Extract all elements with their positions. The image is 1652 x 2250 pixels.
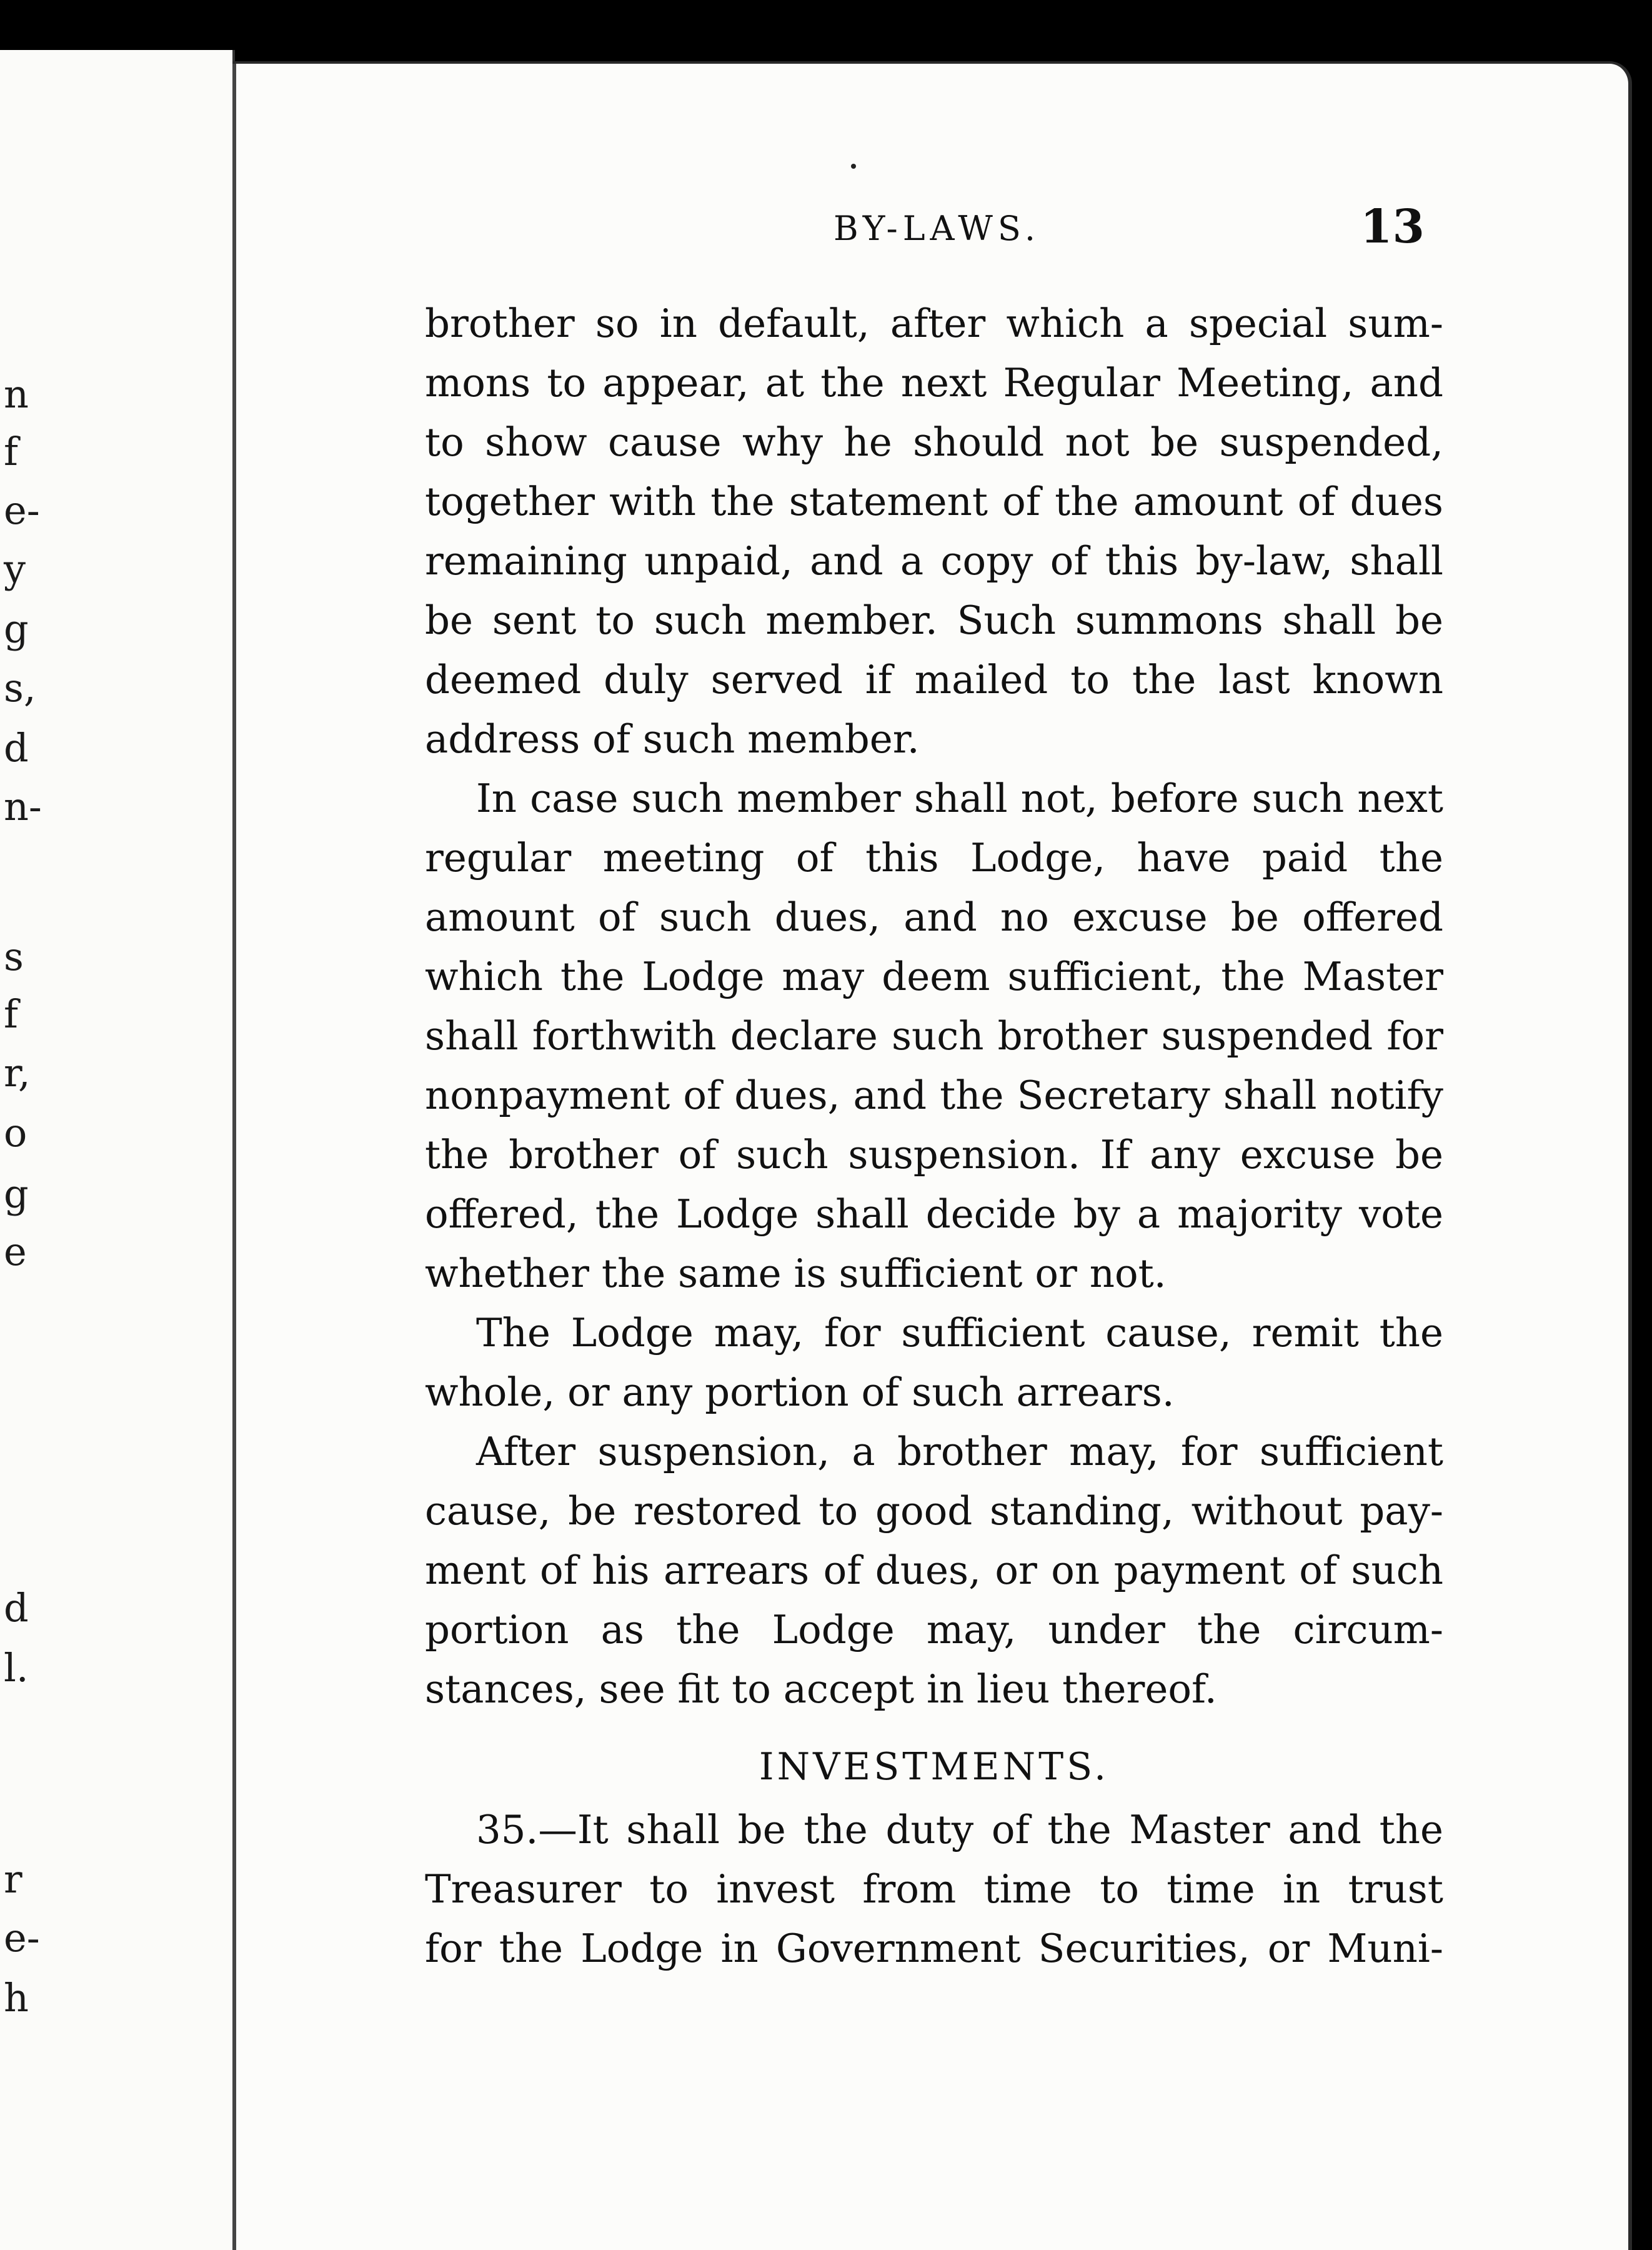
text-line: brother so in default, after which a special sum-	[425, 301, 1443, 346]
facing-page-edge	[0, 50, 235, 2250]
facing-fragment: s,	[4, 665, 36, 711]
facing-fragment: g	[4, 1171, 29, 1217]
facing-fragment: f	[4, 991, 18, 1037]
body-text	[425, 294, 1443, 1978]
text-line: whole, or any portion of such arrears.	[425, 1369, 1175, 1415]
text-line: The Lodge may, for sufficient cause, remit the	[476, 1310, 1443, 1356]
text-line: portion as the Lodge may, under the circum-	[425, 1607, 1443, 1652]
text-line: address of such member.	[425, 716, 920, 762]
facing-fragment: e	[4, 1229, 27, 1274]
text-line: which the Lodge may deem sufficient, the Master	[425, 954, 1443, 999]
text-line: Treasurer to invest from time to time in trust	[425, 1866, 1443, 1912]
text-line: for the Lodge in Government Securities, or Muni-	[425, 1926, 1443, 1971]
facing-fragment: r,	[4, 1050, 31, 1096]
facing-fragment: n-	[4, 784, 42, 829]
text-line: deemed duly served if mailed to the last known	[425, 657, 1443, 702]
text-line: 35.—It shall be the duty of the Master and the	[476, 1807, 1443, 1852]
text-line: together with the statement of the amount of dues	[425, 479, 1443, 524]
running-title: BY-LAWS.	[833, 209, 1041, 248]
book-page	[232, 61, 1632, 2250]
text-line: remaining unpaid, and a copy of this by-law, shall	[425, 538, 1443, 584]
facing-fragment: e-	[4, 1915, 40, 1961]
facing-fragment: h	[4, 1975, 29, 2021]
page-gutter	[232, 64, 236, 2250]
facing-fragment: s	[4, 934, 24, 979]
section-heading: INVESTMENTS.	[759, 1745, 1110, 1789]
facing-fragment: f	[4, 429, 18, 474]
text-line: ment of his arrears of dues, or on payment of such	[425, 1548, 1443, 1593]
facing-fragment: r	[4, 1856, 22, 1902]
text-line: amount of such dues, and no excuse be offered	[425, 894, 1443, 940]
text-line: nonpayment of dues, and the Secretary shall notify	[425, 1072, 1443, 1118]
text-line: In case such member shall not, before such next	[476, 776, 1443, 821]
page-number: 13	[1360, 200, 1425, 254]
text-line: offered, the Lodge shall decide by a majority vote	[425, 1191, 1443, 1237]
facing-fragment: e-	[4, 488, 40, 533]
facing-fragment: d	[4, 1585, 29, 1631]
facing-fragment: n	[4, 371, 29, 417]
facing-fragment: d	[4, 725, 29, 771]
text-line: shall forthwith declare such brother suspended for	[425, 1013, 1443, 1059]
text-line: the brother of such suspension. If any excuse be	[425, 1132, 1443, 1178]
running-head	[833, 200, 1425, 269]
text-line: whether the same is sufficient or not.	[425, 1251, 1167, 1296]
text-line: regular meeting of this Lodge, have paid the	[425, 835, 1443, 881]
facing-fragment: y	[4, 546, 26, 592]
text-line: After suspension, a brother may, for sufficient	[476, 1429, 1443, 1474]
facing-fragment: g	[4, 606, 29, 652]
text-line: to show cause why he should not be suspended,	[425, 419, 1443, 465]
text-line: mons to appear, at the next Regular Meeting, and	[425, 360, 1443, 406]
ink-speck	[851, 164, 856, 169]
facing-fragment: o	[4, 1110, 27, 1156]
facing-fragment: l.	[4, 1645, 29, 1691]
text-line: cause, be restored to good standing, without pay-	[425, 1488, 1443, 1534]
text-line: be sent to such member. Such summons shall be	[425, 598, 1443, 643]
text-line: stances, see fit to accept in lieu thereof.	[425, 1666, 1217, 1712]
